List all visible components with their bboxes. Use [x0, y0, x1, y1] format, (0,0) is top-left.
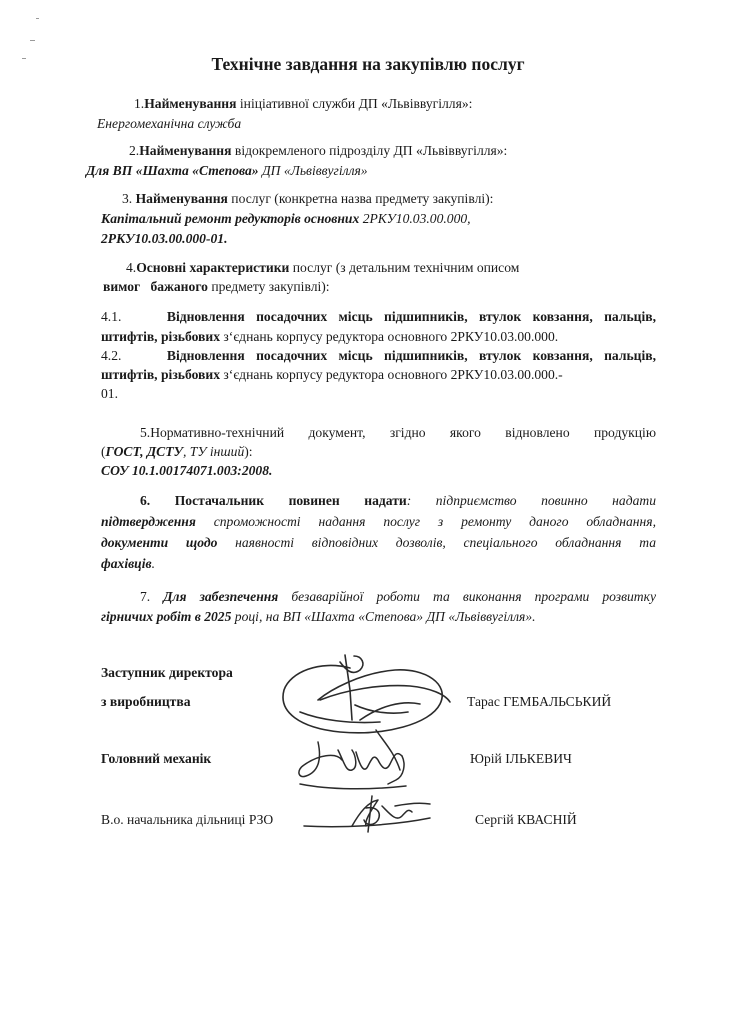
section3-value-line1: Капітальний ремонт редукторів основних 2РКУ10.03.00.000, — [101, 211, 471, 226]
chief-signature — [304, 796, 430, 832]
scan-speck — [36, 18, 39, 19]
section3-label: 3. Найменування послуг (конкретна назва предмету закупівлі): — [122, 191, 494, 206]
mechanic-name: Юрій ІЛЬКЕВИЧ — [470, 751, 572, 766]
item-4-1-line1: 4.1. Відновлення посадочних місць підшипників, втулок ковзання, пальців, — [101, 309, 657, 324]
item-4-1-line2: штифтів, різьбових з‘єднань корпусу редуктора основного 2РКУ10.03.00.000. — [101, 329, 559, 344]
section4-label-line2: вимог бажаного предмету закупівлі): — [103, 279, 330, 294]
section3-value-line2: 2РКУ10.03.00.000-01. — [101, 231, 228, 246]
mechanic-title: Головний механік — [101, 751, 212, 766]
item-4-2-line2: штифтів, різьбових з‘єднань корпусу редуктора основного 2РКУ10.03.00.000.- — [101, 367, 563, 382]
mechanic-signature — [299, 730, 406, 789]
section6-line3: документи щодо наявності відповідних дозволів, спеціального обладнання та — [101, 535, 656, 550]
section6-line1: 6. Постачальник повинен надати: підприємство повинно надати — [140, 493, 656, 508]
section2-label: 2.Найменування відокремленого підрозділу ДП «Львіввугілля»: — [129, 143, 508, 158]
chief-name: Сергій КВАСНІЙ — [475, 812, 577, 827]
deputy-title-line1: Заступник директора — [101, 665, 233, 680]
section4-label-line1: 4.Основні характеристики послуг (з детальним технічним описом — [126, 260, 520, 275]
deputy-signature — [283, 655, 450, 733]
document-title: Технічне завдання на закупівлю послуг — [211, 54, 525, 74]
section2-value: Для ВП «Шахта «Степова» ДП «Львіввугілля» — [86, 163, 368, 178]
section1-value: Енергомеханічна служба — [97, 116, 242, 131]
section5-line2: (ГОСТ, ДСТУ, ТУ інший): — [101, 444, 253, 459]
chief-title: В.о. начальника дільниці РЗО — [101, 812, 274, 827]
section6-line4: фахівців. — [101, 556, 155, 571]
section5-line1: 5.Нормативно-технічний документ, згідно якого відновлено продукцію — [140, 425, 656, 440]
section7-line1: 7. Для забезпечення безаварійної роботи та виконання програми розвитку — [140, 589, 657, 604]
item-4-2-line3: 01. — [101, 386, 118, 401]
section7-line2: гірничих робіт в 2025 році, на ВП «Шахта «Степова» ДП «Львіввугілля». — [101, 609, 536, 624]
section6-line2: підтвердження спроможності надання послуг з ремонту даного обладнання, — [101, 514, 656, 529]
scan-speck — [30, 40, 35, 41]
section1-label: 1.Найменування ініціативної служби ДП «Львіввугілля»: — [134, 96, 473, 111]
deputy-name: Тарас ГЕМБАЛЬСЬКИЙ — [467, 694, 612, 709]
deputy-title-line2: з виробництва — [101, 694, 191, 709]
item-4-2-line1: 4.2. Відновлення посадочних місць підшипників, втулок ковзання, пальців, — [101, 348, 657, 363]
section5-value: СОУ 10.1.00174071.003:2008. — [101, 463, 273, 478]
